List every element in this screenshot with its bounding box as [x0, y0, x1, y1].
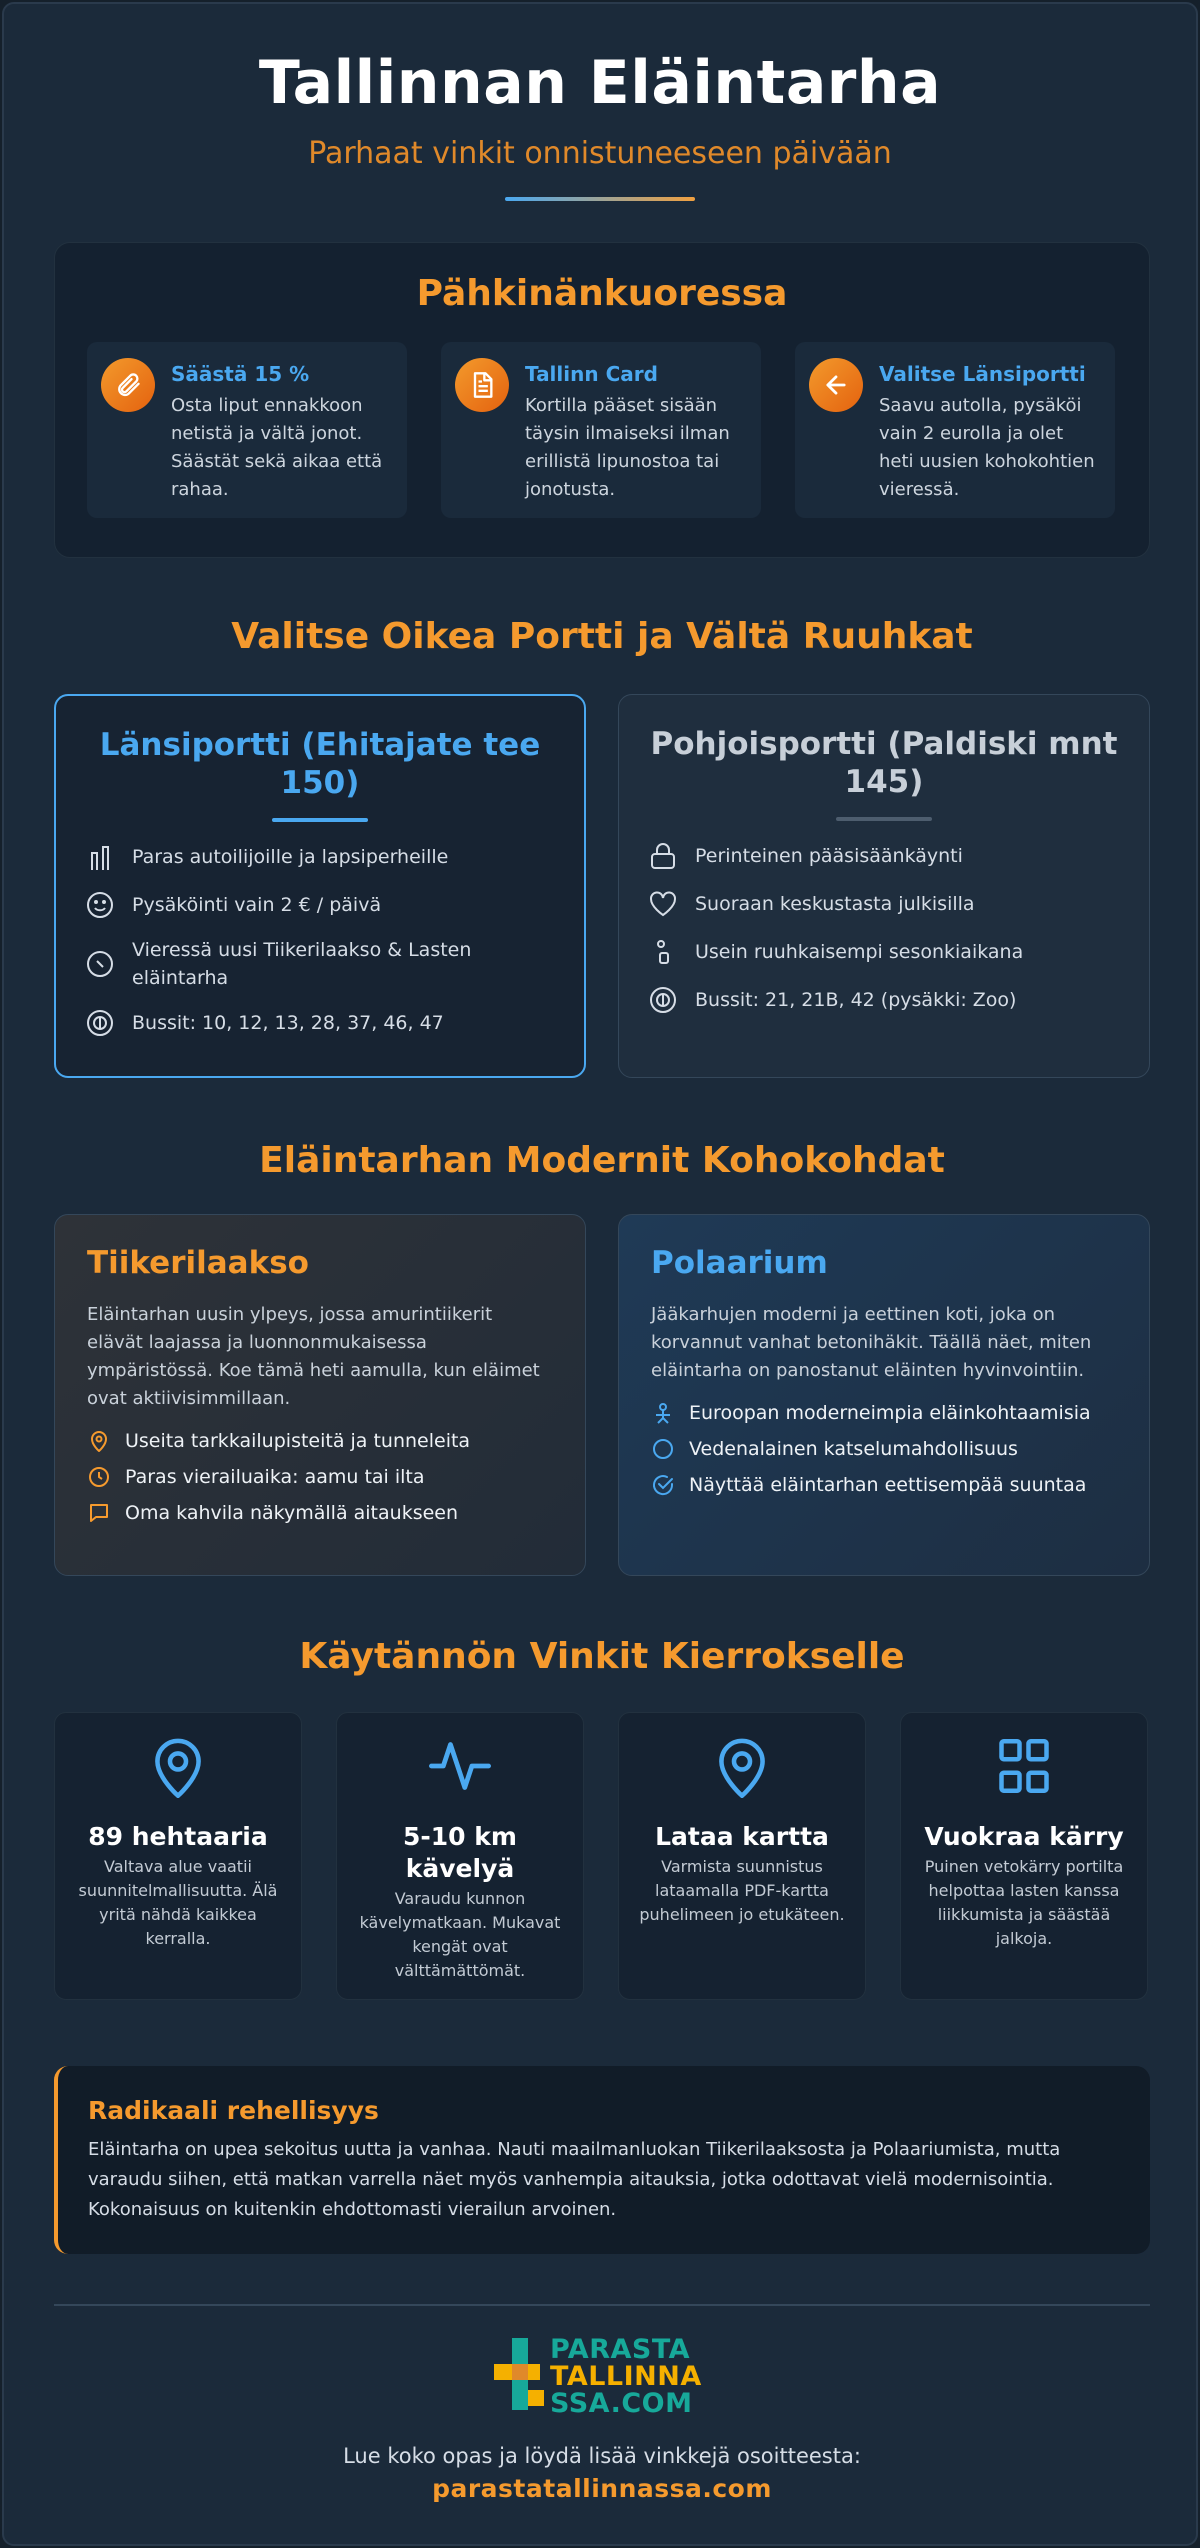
- gate-item: [84, 888, 556, 922]
- heart-icon: [647, 888, 679, 920]
- practical-heading: Käytännön Vinkit Kierrokselle: [299, 1636, 905, 1677]
- practical-card-cart: [900, 1712, 1148, 2000]
- tip-card-tallinn-card: [441, 342, 761, 518]
- highlight-item-text: Useita tarkkailupisteitä ja tunneleita: [125, 1430, 471, 1452]
- practical-title: Lataa kartta: [655, 1822, 829, 1851]
- activity-icon: [351, 1733, 569, 1799]
- practical-title: 89 hehtaaria: [88, 1822, 268, 1851]
- tiger-valley-title: Tiikerilaakso: [87, 1245, 309, 1281]
- footer-link[interactable]: parastatallinnassa.com: [432, 2474, 772, 2503]
- document-icon: [455, 358, 509, 412]
- practical-title: 5-10 km kävelyä: [403, 1822, 517, 1883]
- gate-item-text: Paras autoilijoille ja lapsiperheille: [132, 846, 449, 868]
- polarium-text: Jääkarhujen moderni ja eettinen koti, joka on korvannut vanhat betonihäkit. Täällä näet, miten eläintarha on panostanut eläinten hyvinvointiin.: [651, 1304, 1092, 1381]
- north-gate-underline: [836, 817, 932, 821]
- honesty-text: Eläintarha on upea sekoitus uutta ja vanhaa. Nauti maailmanluokan Tiikerilaaksosta ja Polaariumista, mutta varaudu siihen, että matkan varrella näet myös vanhempia aitauksia, jotka odottavat vielä modernisointia. Kokonaisuus on kuitenkin ehdottomasti vierailun arvoinen.: [88, 2139, 1061, 2220]
- gate-item: [647, 839, 1121, 873]
- chat-icon: [87, 1501, 111, 1525]
- highlight-item: [651, 1401, 1117, 1425]
- highlight-item: [87, 1501, 553, 1525]
- bus-icon: [84, 1007, 116, 1039]
- highlight-item: [87, 1465, 553, 1489]
- practical-text: Varaudu kunnon kävelymatkaan. Mukavat kengät ovat välttämättömät.: [359, 1889, 561, 1980]
- logo-line: SSA.COM: [550, 2388, 693, 2419]
- highlights-heading: Eläintarhan Modernit Kohokohdat: [259, 1140, 945, 1181]
- gate-item-text: Perinteinen pääsisäänkäynti: [695, 845, 963, 867]
- gate-item: [647, 935, 1121, 969]
- infographic-page: [2, 2, 1198, 2546]
- parasta-tallinnassa-logo[interactable]: [494, 2334, 724, 2420]
- gate-item-text: Vieressä uusi Tiikerilaakso & Lasten eläintarha: [132, 939, 472, 989]
- highlight-item-text: Paras vierailuaika: aamu tai ilta: [125, 1466, 425, 1488]
- crowd-icon: [647, 936, 679, 968]
- tip-text: Saavu autolla, pysäköi vain 2 eurolla ja olet heti uusien kohokohtien vieressä.: [879, 395, 1095, 500]
- person-icon: [651, 1401, 675, 1425]
- tiger-valley-card: [54, 1214, 586, 1576]
- north-gate-title: Pohjoisportti (Paldiski mnt 145): [650, 726, 1118, 800]
- west-gate-title: Länsiportti (Ehitajate tee 150): [99, 727, 541, 801]
- smiley-icon: [84, 889, 116, 921]
- tip-text: Kortilla pääset sisään täysin ilmaiseksi ilman erillistä lipunostoa tai jonotusta.: [525, 395, 730, 500]
- gate-item: [84, 936, 556, 992]
- honesty-title: Radikaali rehellisyys: [88, 2096, 379, 2125]
- logo-cross-icon: [494, 2334, 550, 2420]
- polarium-title: Polaarium: [651, 1245, 828, 1281]
- tiger-valley-text: Eläintarhan uusin ylpeys, jossa amurintiikerit elävät laajassa ja luonnonmukaisessa ympäristössä. Koe tämä heti aamulla, kun eläimet ovat aktiivisimmillaan.: [87, 1304, 540, 1409]
- practical-card-walking: [336, 1712, 584, 2000]
- logo-line: TALLINNA: [550, 2361, 702, 2392]
- gate-item-text: Pysäköinti vain 2 € / päivä: [132, 894, 382, 916]
- highlight-item-text: Näyttää eläintarhan eettisempää suuntaa: [689, 1474, 1087, 1496]
- family-icon: [84, 841, 116, 873]
- gate-item-text: Bussit: 10, 12, 13, 28, 37, 46, 47: [132, 1012, 444, 1034]
- tip-title: Tallinn Card: [525, 362, 658, 386]
- gate-item: [647, 887, 1121, 921]
- tip-text: Osta liput ennakkoon netistä ja vältä jonot. Säästät sekä aikaa että rahaa.: [171, 395, 383, 500]
- grid-icon: [915, 1733, 1133, 1799]
- tip-title: Valitse Länsiportti: [879, 362, 1086, 386]
- tip-title: Säästä 15 %: [171, 362, 310, 386]
- highlight-item: [651, 1437, 1117, 1461]
- gate-item: [84, 840, 556, 874]
- gate-item: [84, 1006, 556, 1040]
- logo-line: PARASTA: [550, 2334, 691, 2365]
- paperclip-icon: [101, 358, 155, 412]
- west-gate-card: [54, 694, 586, 1078]
- gate-item: [647, 983, 1121, 1017]
- map-pin-icon: [69, 1733, 287, 1799]
- page-subtitle: Parhaat vinkit onnistuneeseen päivään: [308, 136, 892, 171]
- footer-text: Lue koko opas ja löydä lisää vinkkejä osoitteesta:: [343, 2444, 861, 2468]
- bus-icon: [647, 984, 679, 1016]
- page-title: Tallinnan Eläintarha: [258, 48, 942, 118]
- gate-item-text: Usein ruuhkaisempi sesonkiaikana: [695, 941, 1024, 963]
- footer-divider: [54, 2304, 1150, 2306]
- viewpoint-icon: [87, 1429, 111, 1453]
- title-divider: [505, 197, 695, 201]
- north-gate-card: [618, 694, 1150, 1078]
- gates-heading: Valitse Oikea Portti ja Vältä Ruuhkat: [231, 616, 973, 657]
- arrow-left-icon: [809, 358, 863, 412]
- highlight-item-text: Oma kahvila näkymällä aitaukseen: [125, 1502, 459, 1524]
- gate-item-text: Bussit: 21, 21B, 42 (pysäkki: Zoo): [695, 989, 1017, 1011]
- highlight-item: [651, 1473, 1117, 1497]
- gate-item-text: Suoraan keskustasta julkisilla: [695, 893, 975, 915]
- header: [4, 4, 1196, 201]
- map-pin-icon: [633, 1733, 851, 1799]
- practical-title: Vuokraa kärry: [924, 1822, 1124, 1851]
- circle-icon: [651, 1437, 675, 1461]
- tip-card-save: [87, 342, 407, 518]
- practical-text: Puinen vetokärry portilta helpottaa lasten kanssa liikkumista ja säästää jalkoja.: [924, 1857, 1124, 1948]
- polarium-card: [618, 1214, 1150, 1576]
- practical-card-area: [54, 1712, 302, 2000]
- honesty-box: [54, 2066, 1150, 2254]
- nutshell-heading: Pähkinänkuoressa: [416, 273, 788, 314]
- practical-card-map: [618, 1712, 866, 2000]
- nutshell-section: [54, 242, 1150, 558]
- practical-text: Valtava alue vaatii suunnitelmallisuutta. Älä yritä nähdä kaikkea kerralla.: [78, 1857, 278, 1948]
- highlight-item: [87, 1429, 553, 1453]
- highlight-item-text: Euroopan moderneimpia eläinkohtaamisia: [689, 1402, 1091, 1424]
- practical-text: Varmista suunnistus lataamalla PDF-kartta puhelimeen jo etukäteen.: [639, 1857, 845, 1924]
- tip-card-west-gate: [795, 342, 1115, 518]
- compass-icon: [84, 948, 116, 980]
- lock-icon: [647, 840, 679, 872]
- highlight-item-text: Vedenalainen katselumahdollisuus: [689, 1438, 1018, 1460]
- west-gate-underline: [272, 818, 368, 822]
- clock-icon: [87, 1465, 111, 1489]
- check-circle-icon: [651, 1473, 675, 1497]
